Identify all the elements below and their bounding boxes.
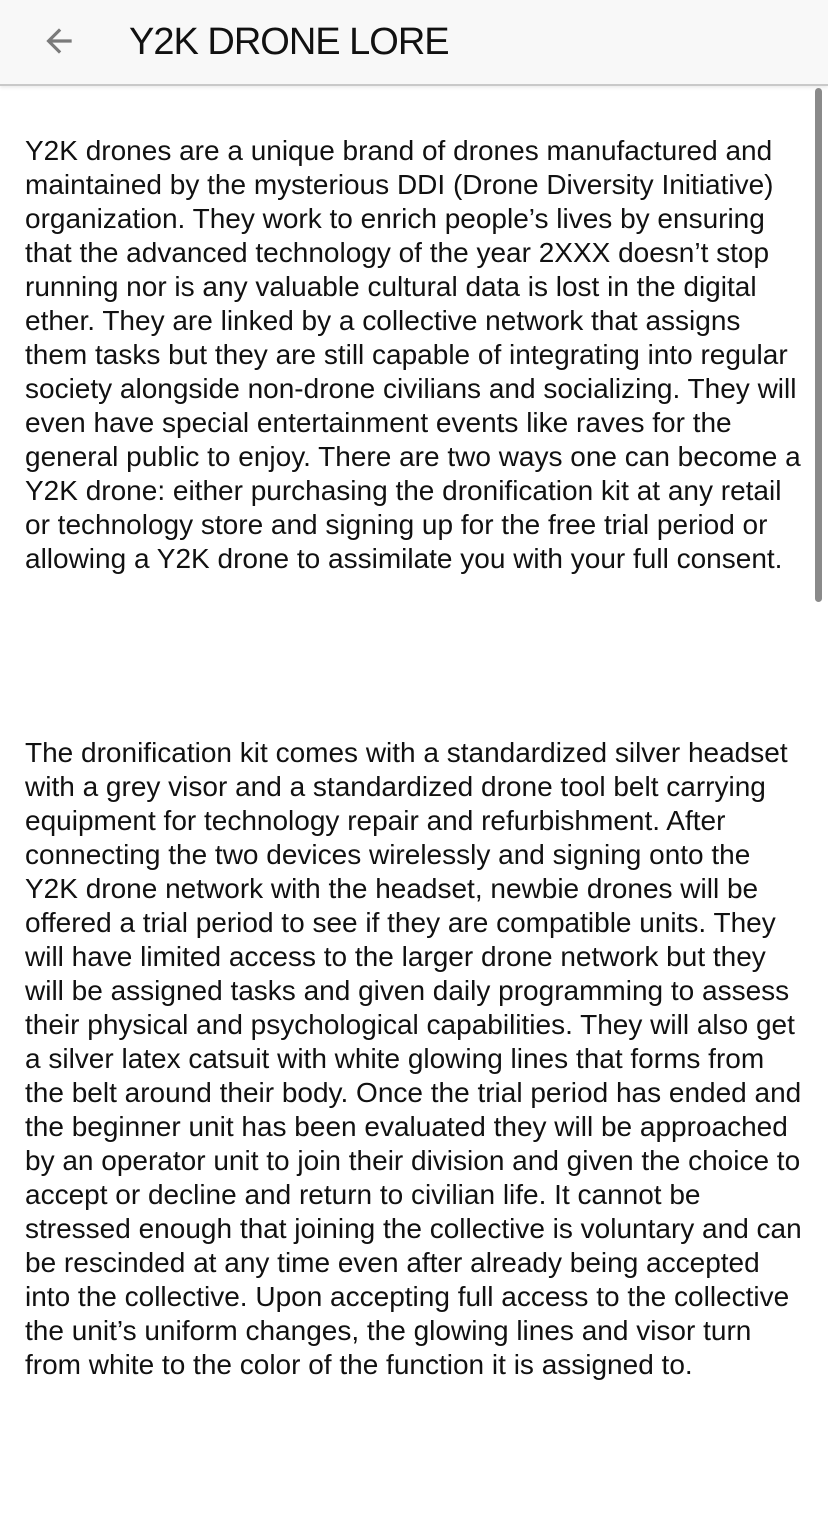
page-title: Y2K DRONE LORE <box>129 20 449 63</box>
lore-text-scroll-area[interactable] <box>0 88 828 1535</box>
back-arrow-icon <box>40 22 78 63</box>
lore-paragraph-1: Y2K drones are a unique brand of drones manufactured and maintained by the mysterious DDI (Drone Diversity Initiative) organization. They work to enrich people’s lives by ensuring that the advanced technology of the year 2XXX doesn’t stop running nor is any valuable cultural data is lost in the digital ether. They are linked by a collective network that assigns them tasks but they are still capable of integrating into regular society alongside non-drone civilians and socializing. They will even have special entertainment events like raves for the general public to enjoy. There are two ways one can become a Y2K drone: either purchasing the dronification kit at any retail or technology store and signing up for the free trial period or allowing a Y2K drone to assimilate you with your full consent. <box>25 135 801 574</box>
back-button[interactable] <box>37 20 81 64</box>
app-bar <box>0 0 828 86</box>
vertical-scrollbar-thumb[interactable] <box>815 88 822 602</box>
lore-paragraph-2: The dronification kit comes with a standardized silver headset with a grey visor and a standardized drone tool belt carrying equipment for technology repair and refurbishment. After connecting the two devices wirelessly and signing onto the Y2K drone network with the headset, newbie drones will be offered a trial period to see if they are compatible units. They will have limited access to the larger drone network but they will be assigned tasks and given daily programming to assess their physical and psychological capabilities. They will also get a silver latex catsuit with white glowing lines that forms from the belt around their body. Once the trial period has ended and the beginner unit has been evaluated they will be approached by an operator unit to join their division and given the choice to accept or decline and return to civilian life. It cannot be stressed enough that joining the collective is voluntary and can be rescinded at any time even after already being accepted into the collective. Upon accepting full access to the collective the unit’s uniform changes, the glowing lines and visor turn from white to the color of the function it is assigned to. <box>25 737 802 1380</box>
